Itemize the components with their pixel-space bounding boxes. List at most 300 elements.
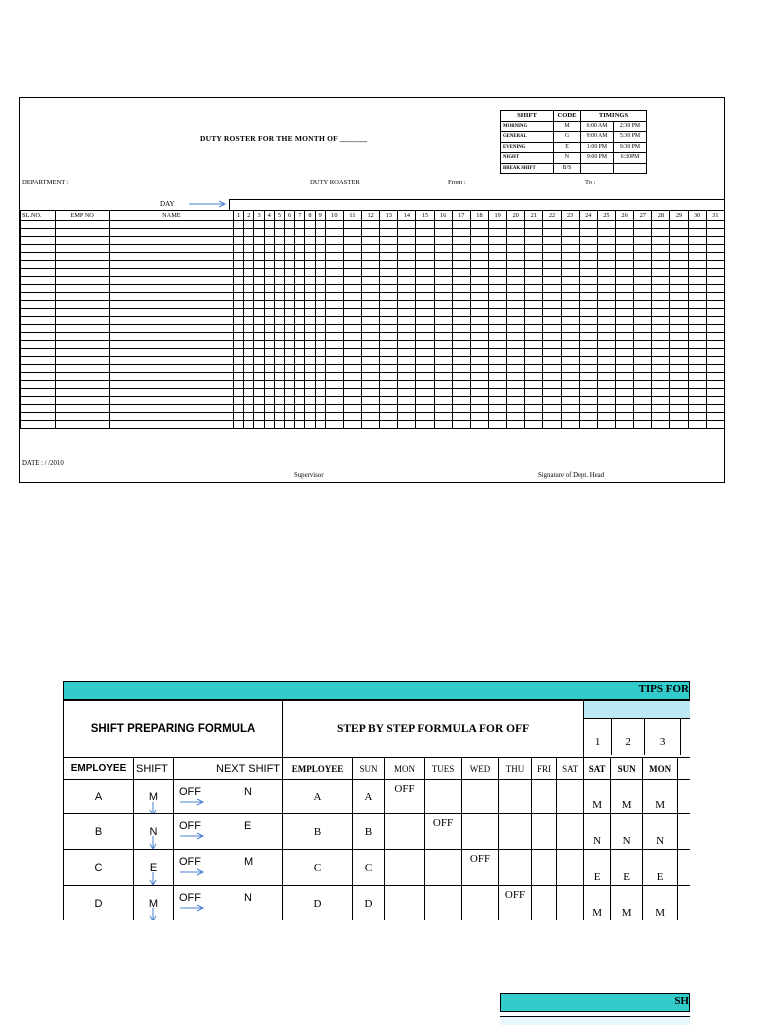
roster-cell[interactable] [561,421,579,429]
roster-cell[interactable] [295,269,305,277]
roster-cell[interactable] [470,349,488,357]
roster-cell[interactable] [234,253,244,261]
roster-cell[interactable] [254,389,264,397]
roster-cell[interactable] [264,349,274,357]
roster-cell[interactable] [561,341,579,349]
roster-cell[interactable] [525,389,543,397]
roster-cell[interactable] [398,397,416,405]
roster-cell[interactable] [634,349,652,357]
roster-cell[interactable] [452,261,470,269]
roster-cell[interactable] [21,365,56,373]
roster-cell[interactable] [543,269,561,277]
roster-cell[interactable] [285,317,295,325]
roster-cell[interactable] [109,421,233,429]
roster-cell[interactable] [706,301,724,309]
roster-cell[interactable] [706,293,724,301]
roster-cell[interactable] [452,333,470,341]
roster-cell[interactable] [670,317,688,325]
roster-cell[interactable] [561,261,579,269]
roster-cell[interactable] [489,421,507,429]
roster-cell[interactable] [398,381,416,389]
roster-cell[interactable] [21,341,56,349]
roster-cell[interactable] [652,229,670,237]
roster-cell[interactable] [452,277,470,285]
roster-cell[interactable] [285,389,295,397]
roster-cell[interactable] [380,301,398,309]
roster-cell[interactable] [244,373,254,381]
roster-cell[interactable] [489,309,507,317]
roster-cell[interactable] [305,221,315,229]
roster-cell[interactable] [507,333,525,341]
roster-cell[interactable] [244,317,254,325]
roster-cell[interactable] [305,333,315,341]
roster-cell[interactable] [295,285,305,293]
roster-cell[interactable] [343,341,361,349]
roster-cell[interactable] [616,421,634,429]
roster-cell[interactable] [234,245,244,253]
roster-cell[interactable] [579,381,597,389]
roster-cell[interactable] [543,333,561,341]
roster-cell[interactable] [525,341,543,349]
roster-cell[interactable] [109,381,233,389]
roster-cell[interactable] [398,365,416,373]
roster-cell[interactable] [579,341,597,349]
roster-cell[interactable] [416,301,434,309]
roster-cell[interactable] [525,349,543,357]
roster-cell[interactable] [616,245,634,253]
roster-cell[interactable] [525,293,543,301]
roster-cell[interactable] [398,293,416,301]
roster-cell[interactable] [264,237,274,245]
roster-cell[interactable] [343,285,361,293]
roster-cell[interactable] [579,221,597,229]
roster-cell[interactable] [634,261,652,269]
roster-cell[interactable] [274,229,284,237]
roster-cell[interactable] [507,325,525,333]
roster-cell[interactable] [652,317,670,325]
roster-cell[interactable] [398,261,416,269]
roster-cell[interactable] [109,333,233,341]
roster-cell[interactable] [380,381,398,389]
roster-cell[interactable] [274,253,284,261]
roster-cell[interactable] [274,381,284,389]
roster-cell[interactable] [254,365,264,373]
roster-cell[interactable] [244,309,254,317]
roster-cell[interactable] [55,349,109,357]
roster-cell[interactable] [561,221,579,229]
roster-cell[interactable] [616,261,634,269]
roster-cell[interactable] [244,397,254,405]
roster-cell[interactable] [670,421,688,429]
roster-cell[interactable] [543,365,561,373]
roster-cell[interactable] [380,245,398,253]
roster-cell[interactable] [234,373,244,381]
roster-cell[interactable] [452,293,470,301]
roster-cell[interactable] [597,221,615,229]
roster-cell[interactable] [489,397,507,405]
roster-cell[interactable] [470,341,488,349]
roster-cell[interactable] [507,349,525,357]
roster-cell[interactable] [295,397,305,405]
roster-cell[interactable] [21,421,56,429]
roster-cell[interactable] [362,349,380,357]
roster-cell[interactable] [470,421,488,429]
roster-cell[interactable] [489,389,507,397]
roster-cell[interactable] [55,325,109,333]
roster-cell[interactable] [274,325,284,333]
roster-cell[interactable] [244,381,254,389]
roster-cell[interactable] [295,325,305,333]
roster-cell[interactable] [55,389,109,397]
roster-cell[interactable] [285,237,295,245]
roster-cell[interactable] [634,293,652,301]
roster-cell[interactable] [543,277,561,285]
roster-cell[interactable] [362,317,380,325]
roster-cell[interactable] [244,229,254,237]
roster-cell[interactable] [652,237,670,245]
roster-cell[interactable] [343,405,361,413]
roster-cell[interactable] [507,397,525,405]
roster-cell[interactable] [416,317,434,325]
roster-cell[interactable] [634,405,652,413]
roster-cell[interactable] [597,253,615,261]
roster-cell[interactable] [543,261,561,269]
roster-cell[interactable] [434,421,452,429]
roster-cell[interactable] [670,277,688,285]
roster-cell[interactable] [343,373,361,381]
roster-cell[interactable] [325,285,343,293]
roster-cell[interactable] [525,405,543,413]
roster-cell[interactable] [21,349,56,357]
roster-cell[interactable] [343,269,361,277]
roster-cell[interactable] [325,229,343,237]
roster-cell[interactable] [55,309,109,317]
roster-cell[interactable] [489,301,507,309]
roster-cell[interactable] [670,253,688,261]
roster-cell[interactable] [688,389,706,397]
roster-cell[interactable] [264,261,274,269]
roster-cell[interactable] [254,325,264,333]
roster-cell[interactable] [634,229,652,237]
roster-cell[interactable] [416,269,434,277]
roster-cell[interactable] [295,365,305,373]
roster-cell[interactable] [507,389,525,397]
roster-cell[interactable] [525,253,543,261]
roster-cell[interactable] [579,237,597,245]
roster-cell[interactable] [525,357,543,365]
roster-cell[interactable] [634,277,652,285]
roster-cell[interactable] [597,277,615,285]
roster-cell[interactable] [543,245,561,253]
roster-cell[interactable] [274,333,284,341]
roster-cell[interactable] [380,341,398,349]
roster-cell[interactable] [507,293,525,301]
roster-cell[interactable] [670,357,688,365]
roster-cell[interactable] [561,245,579,253]
roster-cell[interactable] [244,285,254,293]
roster-cell[interactable] [325,237,343,245]
roster-cell[interactable] [652,381,670,389]
roster-cell[interactable] [561,317,579,325]
roster-cell[interactable] [634,301,652,309]
roster-cell[interactable] [670,301,688,309]
roster-cell[interactable] [285,253,295,261]
roster-cell[interactable] [254,349,264,357]
roster-cell[interactable] [561,293,579,301]
roster-cell[interactable] [652,245,670,253]
roster-cell[interactable] [244,325,254,333]
roster-cell[interactable] [652,365,670,373]
roster-cell[interactable] [305,325,315,333]
roster-cell[interactable] [254,261,264,269]
roster-cell[interactable] [380,293,398,301]
roster-cell[interactable] [362,333,380,341]
roster-cell[interactable] [398,221,416,229]
roster-cell[interactable] [507,285,525,293]
roster-cell[interactable] [416,325,434,333]
roster-cell[interactable] [21,397,56,405]
roster-cell[interactable] [470,405,488,413]
roster-cell[interactable] [616,293,634,301]
roster-cell[interactable] [525,365,543,373]
roster-cell[interactable] [362,293,380,301]
roster-cell[interactable] [398,349,416,357]
roster-cell[interactable] [343,229,361,237]
roster-cell[interactable] [274,389,284,397]
roster-cell[interactable] [561,237,579,245]
roster-cell[interactable] [109,277,233,285]
roster-cell[interactable] [362,285,380,293]
roster-cell[interactable] [470,301,488,309]
roster-cell[interactable] [634,421,652,429]
roster-cell[interactable] [55,421,109,429]
roster-cell[interactable] [274,421,284,429]
roster-cell[interactable] [380,421,398,429]
roster-cell[interactable] [688,333,706,341]
roster-cell[interactable] [561,333,579,341]
roster-cell[interactable] [244,221,254,229]
roster-cell[interactable] [234,405,244,413]
roster-cell[interactable] [434,349,452,357]
roster-cell[interactable] [315,333,325,341]
roster-cell[interactable] [670,237,688,245]
roster-cell[interactable] [295,277,305,285]
roster-cell[interactable] [55,285,109,293]
roster-cell[interactable] [264,341,274,349]
roster-cell[interactable] [295,317,305,325]
roster-cell[interactable] [543,237,561,245]
roster-cell[interactable] [452,253,470,261]
roster-cell[interactable] [285,333,295,341]
roster-cell[interactable] [274,293,284,301]
roster-cell[interactable] [305,389,315,397]
roster-cell[interactable] [109,397,233,405]
roster-cell[interactable] [543,421,561,429]
roster-cell[interactable] [652,421,670,429]
roster-cell[interactable] [325,253,343,261]
roster-cell[interactable] [597,389,615,397]
roster-cell[interactable] [634,397,652,405]
roster-cell[interactable] [525,333,543,341]
roster-cell[interactable] [325,349,343,357]
roster-cell[interactable] [561,381,579,389]
roster-cell[interactable] [525,269,543,277]
roster-cell[interactable] [285,229,295,237]
roster-cell[interactable] [295,373,305,381]
roster-cell[interactable] [688,301,706,309]
roster-cell[interactable] [688,277,706,285]
roster-cell[interactable] [21,325,56,333]
roster-cell[interactable] [507,261,525,269]
roster-cell[interactable] [652,405,670,413]
roster-cell[interactable] [634,309,652,317]
roster-cell[interactable] [285,365,295,373]
roster-cell[interactable] [616,397,634,405]
roster-cell[interactable] [244,349,254,357]
roster-cell[interactable] [380,253,398,261]
roster-cell[interactable] [398,325,416,333]
roster-cell[interactable] [597,269,615,277]
roster-cell[interactable] [55,237,109,245]
roster-cell[interactable] [688,405,706,413]
roster-cell[interactable] [343,309,361,317]
roster-cell[interactable] [579,405,597,413]
roster-cell[interactable] [452,389,470,397]
roster-cell[interactable] [55,277,109,285]
roster-cell[interactable] [507,277,525,285]
roster-cell[interactable] [706,341,724,349]
roster-cell[interactable] [315,269,325,277]
roster-cell[interactable] [380,317,398,325]
roster-cell[interactable] [362,229,380,237]
roster-cell[interactable] [264,325,274,333]
roster-cell[interactable] [616,277,634,285]
roster-cell[interactable] [470,381,488,389]
roster-cell[interactable] [380,325,398,333]
roster-cell[interactable] [489,413,507,421]
roster-cell[interactable] [109,389,233,397]
roster-cell[interactable] [234,277,244,285]
roster-cell[interactable] [55,405,109,413]
roster-cell[interactable] [616,365,634,373]
roster-cell[interactable] [561,389,579,397]
roster-cell[interactable] [285,397,295,405]
roster-cell[interactable] [274,365,284,373]
roster-cell[interactable] [285,269,295,277]
roster-cell[interactable] [380,349,398,357]
roster-cell[interactable] [254,253,264,261]
roster-cell[interactable] [507,357,525,365]
roster-cell[interactable] [634,269,652,277]
roster-cell[interactable] [244,245,254,253]
roster-cell[interactable] [254,277,264,285]
roster-cell[interactable] [470,221,488,229]
roster-cell[interactable] [325,333,343,341]
roster-cell[interactable] [264,293,274,301]
roster-cell[interactable] [362,325,380,333]
roster-cell[interactable] [452,269,470,277]
roster-cell[interactable] [489,381,507,389]
roster-cell[interactable] [343,365,361,373]
roster-cell[interactable] [652,269,670,277]
roster-cell[interactable] [274,221,284,229]
roster-cell[interactable] [362,389,380,397]
roster-cell[interactable] [416,285,434,293]
roster-cell[interactable] [489,405,507,413]
roster-cell[interactable] [434,301,452,309]
roster-cell[interactable] [434,397,452,405]
roster-cell[interactable] [234,381,244,389]
roster-cell[interactable] [616,221,634,229]
roster-cell[interactable] [343,261,361,269]
roster-cell[interactable] [274,405,284,413]
roster-cell[interactable] [343,389,361,397]
roster-cell[interactable] [398,373,416,381]
roster-cell[interactable] [325,405,343,413]
roster-cell[interactable] [652,253,670,261]
roster-cell[interactable] [634,341,652,349]
roster-cell[interactable] [362,245,380,253]
roster-cell[interactable] [706,381,724,389]
roster-cell[interactable] [525,245,543,253]
roster-cell[interactable] [325,413,343,421]
roster-cell[interactable] [543,221,561,229]
roster-cell[interactable] [489,365,507,373]
roster-cell[interactable] [285,421,295,429]
roster-cell[interactable] [597,293,615,301]
roster-cell[interactable] [295,333,305,341]
roster-cell[interactable] [380,389,398,397]
roster-cell[interactable] [285,221,295,229]
roster-cell[interactable] [315,325,325,333]
roster-cell[interactable] [380,397,398,405]
roster-cell[interactable] [315,413,325,421]
roster-cell[interactable] [398,309,416,317]
roster-cell[interactable] [688,381,706,389]
roster-cell[interactable] [264,285,274,293]
roster-cell[interactable] [579,397,597,405]
roster-cell[interactable] [254,341,264,349]
roster-cell[interactable] [489,229,507,237]
roster-cell[interactable] [325,221,343,229]
roster-cell[interactable] [305,381,315,389]
roster-cell[interactable] [416,381,434,389]
roster-cell[interactable] [579,365,597,373]
roster-cell[interactable] [244,261,254,269]
roster-cell[interactable] [507,237,525,245]
roster-cell[interactable] [579,269,597,277]
roster-cell[interactable] [55,229,109,237]
roster-cell[interactable] [434,261,452,269]
roster-cell[interactable] [285,349,295,357]
roster-cell[interactable] [525,277,543,285]
roster-cell[interactable] [634,389,652,397]
roster-cell[interactable] [315,237,325,245]
roster-cell[interactable] [398,277,416,285]
roster-cell[interactable] [305,341,315,349]
roster-cell[interactable] [579,317,597,325]
roster-cell[interactable] [670,229,688,237]
roster-cell[interactable] [315,301,325,309]
roster-cell[interactable] [234,317,244,325]
roster-cell[interactable] [543,349,561,357]
roster-cell[interactable] [416,221,434,229]
roster-cell[interactable] [561,357,579,365]
roster-cell[interactable] [285,373,295,381]
roster-cell[interactable] [305,397,315,405]
roster-cell[interactable] [254,421,264,429]
roster-cell[interactable] [434,389,452,397]
